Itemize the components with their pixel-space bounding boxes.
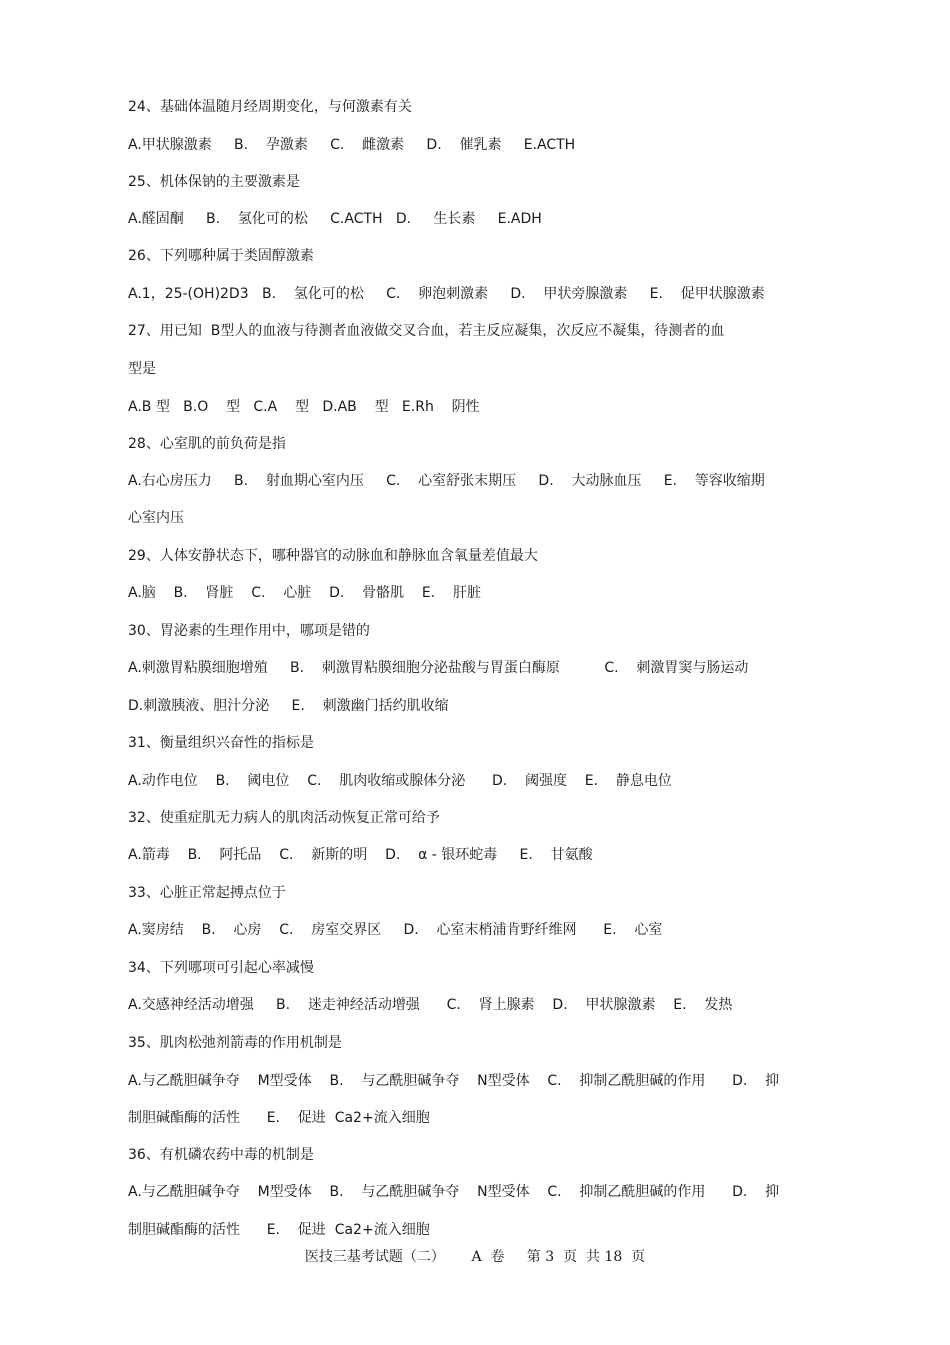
question-35-options-cont: 制胆碱酯酶的活性 E. 促进 Ca2+流入细胞: [128, 1110, 430, 1126]
question-26-options: A.1，25-(OH)2D3 B. 氢化可的松 C. 卵泡刺激素 D. 甲状旁腺激素 E. 促甲状腺激素: [128, 286, 765, 302]
question-27: 27、用已知 B型人的血液与待测者血液做交叉合血，若主反应凝集，次反应不凝集，待测者的血: [128, 323, 725, 339]
question-27-options: A.B 型 B.O 型 C.A 型 D.AB 型 E.Rh 阴性: [128, 399, 480, 415]
question-29: 29、人体安静状态下，哪种器官的动脉血和静脉血含氧量差值最大: [128, 548, 538, 564]
question-34-options: A.交感神经活动增强 B. 迷走神经活动增强 C. 肾上腺素 D. 甲状腺激素 E. 发热: [128, 997, 733, 1013]
question-28-options: A.右心房压力 B. 射血期心室内压 C. 心室舒张末期压 D. 大动脉血压 E. 等容收缩期: [128, 473, 765, 489]
question-30-options-cont: D.刺激胰液、胆汁分泌 E. 刺激幽门括约肌收缩: [128, 698, 449, 714]
question-27-cont: 型是: [128, 361, 156, 377]
question-33: 33、心脏正常起搏点位于: [128, 885, 286, 901]
question-35: 35、肌肉松弛剂箭毒的作用机制是: [128, 1035, 342, 1051]
question-36-options: A.与乙酰胆碱争夺 M型受体 B. 与乙酰胆碱争夺 N型受体 C. 抑制乙酰胆碱的作用 D. 抑: [128, 1184, 780, 1200]
question-28-options-cont: 心室内压: [128, 510, 184, 526]
question-26: 26、下列哪种属于类固醇激素: [128, 248, 314, 264]
question-25-options: A.醛固酮 B. 氢化可的松 C.ACTH D. 生长素 E.ADH: [128, 211, 542, 227]
question-35-options: A.与乙酰胆碱争夺 M型受体 B. 与乙酰胆碱争夺 N型受体 C. 抑制乙酰胆碱的作用 D. 抑: [128, 1073, 780, 1089]
question-31: 31、衡量组织兴奋性的指标是: [128, 735, 314, 751]
question-29-options: A.脑 B. 肾脏 C. 心脏 D. 骨骼肌 E. 肝脏: [128, 585, 481, 601]
question-25: 25、机体保钠的主要激素是: [128, 174, 300, 190]
question-34: 34、下列哪项可引起心率减慢: [128, 960, 314, 976]
question-32-options: A.箭毒 B. 阿托品 C. 新斯的明 D. α - 银环蛇毒 E. 甘氨酸: [128, 847, 593, 863]
question-24-options: A.甲状腺激素 B. 孕激素 C. 雌激素 D. 催乳素 E.ACTH: [128, 137, 576, 153]
question-28: 28、心室肌的前负荷是指: [128, 436, 286, 452]
question-30-options: A.刺激胃粘膜细胞增殖 B. 刺激胃粘膜细胞分泌盐酸与胃蛋白酶原 C. 刺激胃窦与肠运动: [128, 660, 749, 676]
question-36: 36、有机磷农药中毒的机制是: [128, 1147, 314, 1163]
question-32: 32、使重症肌无力病人的肌肉活动恢复正常可给予: [128, 810, 440, 826]
page-footer: 医技三基考试题（二） A 卷 第 3 页 共 18 页: [304, 1249, 646, 1265]
question-30: 30、胃泌素的生理作用中，哪项是错的: [128, 623, 370, 639]
question-36-options-cont: 制胆碱酯酶的活性 E. 促进 Ca2+流入细胞: [128, 1222, 430, 1238]
question-24: 24、基础体温随月经周期变化，与何激素有关: [128, 99, 412, 115]
question-31-options: A.动作电位 B. 阈电位 C. 肌肉收缩或腺体分泌 D. 阈强度 E. 静息电位: [128, 773, 672, 789]
question-33-options: A.窦房结 B. 心房 C. 房室交界区 D. 心室末梢浦肯野纤维网 E. 心室: [128, 922, 663, 938]
